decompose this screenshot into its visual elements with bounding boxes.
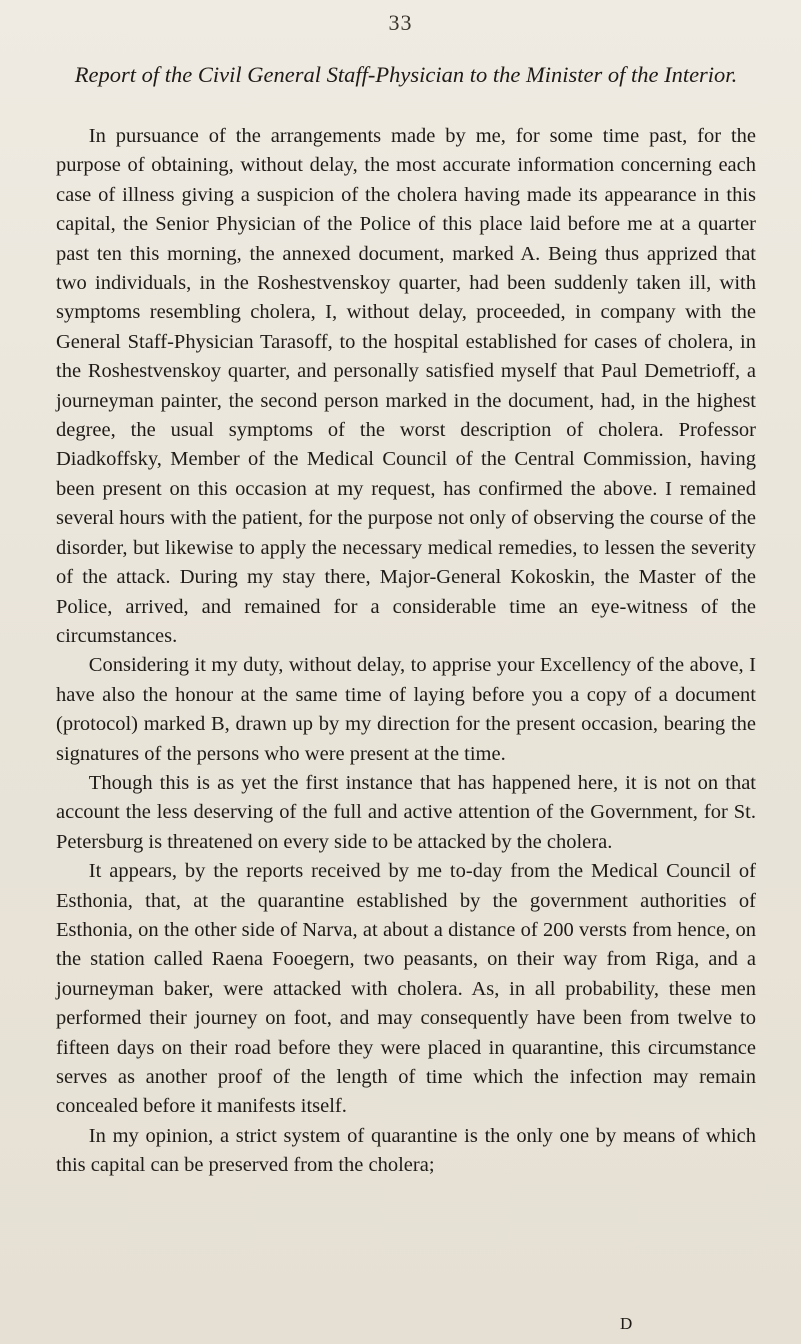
paragraph: In pursuance of the arrangements made by me, for some time past, for the purpose of obtaining, without delay, the most accurate information concerning each case of illness giving a suspicion of the cholera having made its appearance in this capital, the Senior Physician of the Police of this place laid before me at a quarter past ten this morning, the annexed document, marked A. Being thus apprized that two individuals, in the Roshestvenskoy quarter, had been suddenly taken ill, with symptoms resembling cholera, I, without delay, proceeded, in company with the General Staff-Physician Tarasoff, to the hospital established for cases of cholera, in the Roshestvenskoy quarter, and personally satisfied myself that Paul Demetrioff, a journeyman painter, the second person marked in the document, had, in the highest degree, the usual symptoms of the worst description of cholera. Professor Diadkoffsky, Member of the Medical Council of the Central Commission, having been present on this occasion at my request, has confirmed the above. I remained several hours with the patient, for the purpose not only of observing the course of the disorder, but likewise to apply the necessary medical remedies, to lessen the severity of the attack. During my stay there, Major-General Kokoskin, the Master of the Police, arrived, and remained for a considerable time an eye-witness of the circumstances.	[56, 125, 756, 647]
paragraph: Considering it my duty, without delay, to apprise your Excellency of the above, I have also the honour at the same time of laying before you a copy of a document (protocol) marked B, drawn up by my direction for the present occasion, bearing the signatures of the persons who were present at the time.	[56, 654, 756, 765]
report-title: Report of the Civil General Staff-Physician to the Minister of the Interior.	[74, 62, 738, 87]
paragraph: In my opinion, a strict system of quarantine is the only one by means of which this capital can be preserved from the cholera;	[56, 1124, 756, 1177]
paragraph: Though this is as yet the first instance that has happened here, it is not on that account the less deserving of the full and active attention of the Government, for St. Petersburg is threatened on every side to be attacked by the cholera.	[56, 771, 756, 853]
signature-mark: D	[620, 1314, 633, 1333]
paragraph: It appears, by the reports received by me to-day from the Medical Council of Esthonia, that, at the quarantine established by the government authorities of Esthonia, on the other side of Narva, at about a distance of 200 versts from hence, on the station called Raena Fooegern, two peasants, on their way from Riga, and a journeyman baker, were attacked with cholera. As, in all probability, these men performed their journey on foot, and may consequently have been from twelve to fifteen days on their road before they were placed in quarantine, this circumstance serves as another proof of the length of time which the infection may remain concealed before it manifests itself.	[56, 860, 756, 1118]
report-body	[56, 122, 756, 1181]
page-number: 33	[388, 10, 413, 35]
